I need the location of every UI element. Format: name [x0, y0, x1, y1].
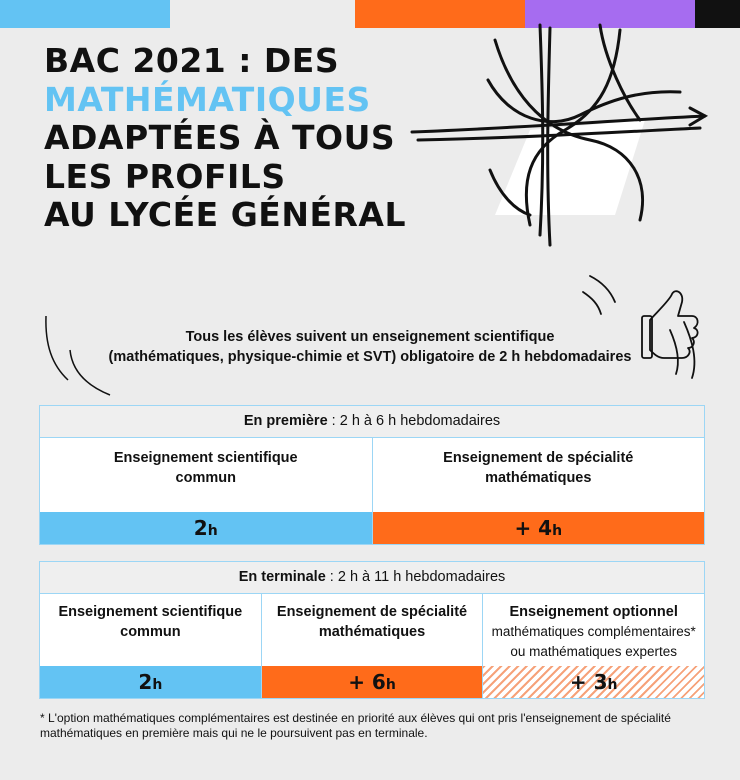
column-title: Enseignement scientifique: [113, 450, 298, 466]
hours-cell: [373, 512, 705, 544]
column-title: commun: [120, 624, 181, 640]
terminale-col-specialite: [261, 594, 483, 698]
hours-value: 2: [138, 670, 153, 694]
hours-unit: h: [207, 523, 218, 539]
hours-unit: h: [152, 677, 163, 693]
terminale-col-optionnel: [482, 594, 704, 698]
column-title: Enseignement de spécialité: [443, 450, 634, 466]
column-title: mathématiques: [318, 624, 426, 640]
terminale-header: [40, 562, 704, 594]
hours-unit: h: [385, 677, 396, 693]
hours-cell: [40, 512, 372, 544]
top-bar-blue: [0, 0, 170, 28]
column-title: Enseignement de spécialité: [276, 604, 468, 620]
terminale-label: En terminale: [238, 569, 326, 585]
premiere-detail: : 2 h à 6 h hebdomadaires: [327, 413, 501, 429]
column-title: commun: [175, 470, 236, 486]
premiere-card: [39, 405, 705, 545]
terminale-card: [39, 561, 705, 699]
title-line: BAC 2021 : DES: [44, 41, 340, 80]
terminale-col-scientifique: [40, 594, 261, 698]
premiere-label: En première: [243, 413, 328, 429]
hours-cell: [483, 666, 704, 698]
hours-cell: [40, 666, 261, 698]
hours-value: + 6: [348, 670, 386, 694]
column-title: Enseignement optionnel: [509, 604, 678, 620]
footnote-line: * L'option mathématiques complémentaires est destinée en priorité aux élèves qui ont pris l'enseignement de spécialité: [40, 711, 671, 725]
hours-unit: h: [607, 677, 618, 693]
premiere-header: [40, 406, 704, 438]
premiere-col-scientifique: [40, 438, 372, 544]
page-title: [44, 42, 406, 235]
title-line: LES PROFILS: [44, 156, 286, 196]
hours-value: + 3: [569, 670, 608, 694]
intro-line: (mathématiques, physique-chimie et SVT) obligatoire de 2 h hebdomadaires: [108, 349, 632, 365]
column-subtitle: mathématiques complémentaires*: [491, 624, 696, 639]
hours-unit: h: [552, 523, 563, 539]
column-title: mathématiques: [485, 470, 592, 486]
intro-line: Tous les élèves suivent un enseignement scientifique: [185, 329, 555, 345]
column-title: Enseignement scientifique: [58, 604, 243, 620]
title-highlight: MATHÉMATIQUES: [44, 79, 371, 119]
title-line: ADAPTÉES À TOUS: [44, 118, 396, 157]
hours-value: 2: [193, 516, 208, 540]
footnote: [40, 711, 710, 741]
intro-text: [70, 327, 670, 367]
footnote-line: mathématiques en première mais qui ne le poursuivent pas en terminale.: [40, 726, 428, 740]
premiere-col-specialite: [372, 438, 705, 544]
terminale-detail: : 2 h à 11 h hebdomadaires: [325, 569, 506, 585]
graph-curves-icon: [400, 20, 720, 250]
column-subtitle: ou mathématiques expertes: [510, 644, 677, 659]
hours-cell: [262, 666, 483, 698]
title-line: AU LYCÉE GÉNÉRAL: [44, 195, 406, 234]
hours-value: + 4: [514, 516, 553, 540]
